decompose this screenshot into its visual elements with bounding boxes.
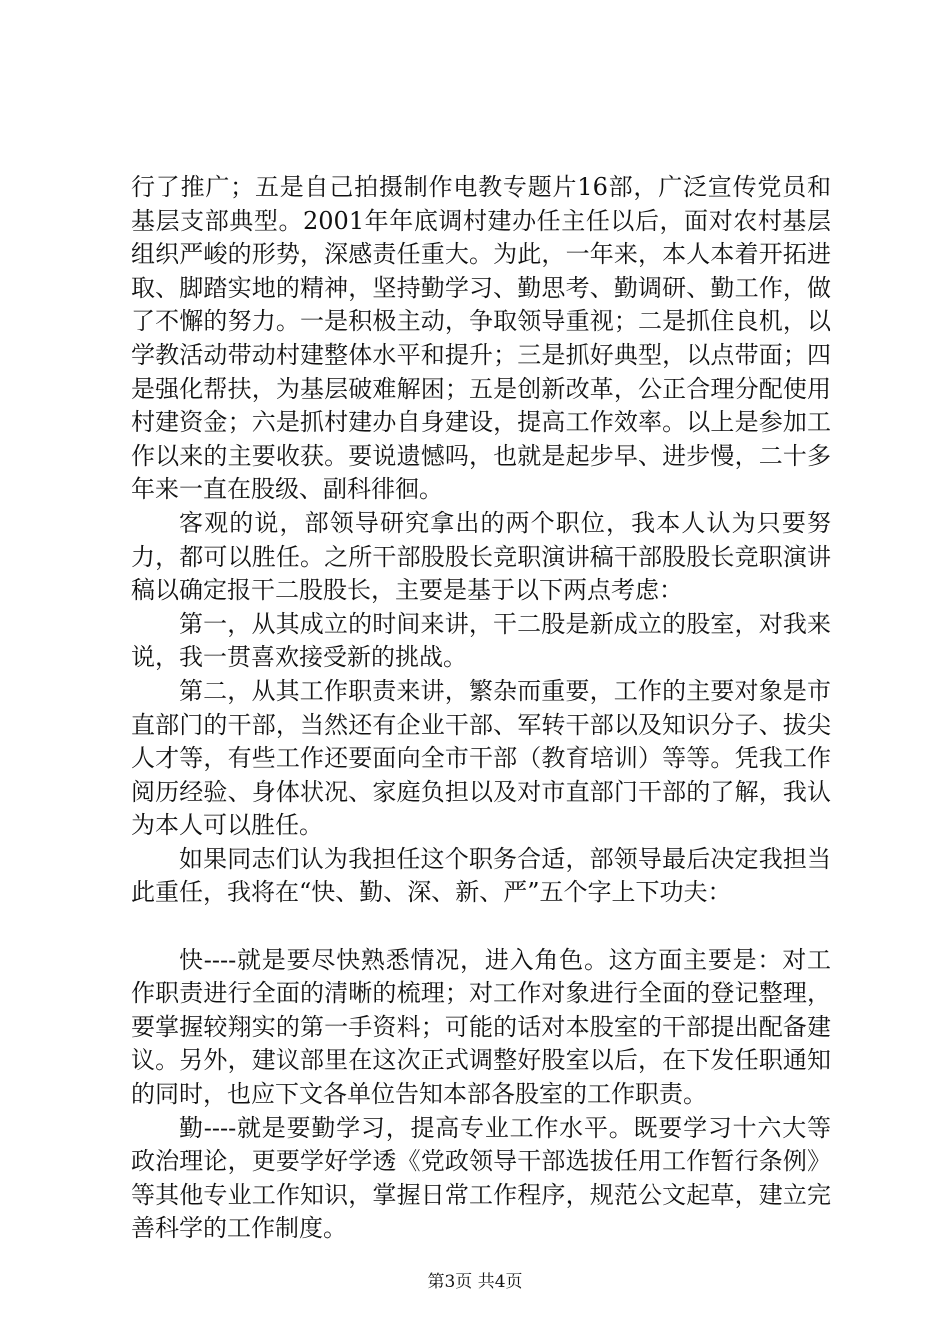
paragraph-qin: 勤----就是要勤学习，提高专业工作水平。既要学习十六大等政治理论，更要学好学透《党政领导干部选拔任用工作暂行条例》等其他专业工作知识，掌握日常工作程序，规范公文起草，建立完善科学的工作制度。 [131,1113,831,1243]
document-body [131,171,831,1246]
page-number-footer: 第3页 共4页 [427,1272,523,1292]
paragraph-continuation: 行了推广；五是自己拍摄制作电教专题片16部，广泛宣传党员和基层支部典型。2001年年底调村建办任主任以后，面对农村基层组织严峻的形势，深感责任重大。为此，一年来，本人本着开拓进取、脚踏实地的精神，坚持勤学习、勤思考、勤调研、勤工作，做了不懈的努力。一是积极主动，争取领导重视；二是抓住良机，以学教活动带动村建整体水平和提升；三是抓好典型，以点带面；四是强化帮扶，为基层破难解困；五是创新改革，公正合理分配使用村建资金；六是抓村建办自身建设，提高工作效率。以上是参加工作以来的主要收获。要说遗憾吗，也就是起步早、进步慢，二十多年来一直在股级、副科徘徊。 [131,173,831,504]
paragraph-kuai: 快----就是要尽快熟悉情况，进入角色。这方面主要是：对工作职责进行全面的清晰的梳理；对工作对象进行全面的登记整理，要掌握较翔实的第一手资料；可能的话对本股室的干部提出配备建议。另外，建议部里在这次正式调整好股室以后，在下发任职通知的同时，也应下文各单位告知本部各股室的工作职责。 [131,945,831,1109]
paragraph-reason-one: 第一，从其成立的时间来讲，干二股是新成立的股室，对我来说，我一贯喜欢接受新的挑战。 [131,609,831,672]
paragraph-spacer [131,910,831,944]
paragraph-reason-two: 第二，从其工作职责来讲，繁杂而重要，工作的主要对象是市直部门的干部，当然还有企业干部、军转干部以及知识分子、拔尖人才等，有些工作还要面向全市干部（教育培训）等等。凭我工作阅历经验、身体状况、家庭负担以及对市直部门干部的了解，我认为本人可以胜任。 [131,676,831,840]
paragraph-commitment: 如果同志们认为我担任这个职务合适，部领导最后决定我担当此重任，我将在“快、勤、深、新、严”五个字上下功夫： [131,844,831,907]
paragraph-position-choice: 客观的说，部领导研究拿出的两个职位，我本人认为只要努力，都可以胜任。之所干部股股长竞职演讲稿干部股股长竞职演讲稿以确定报干二股股长，主要是基于以下两点考虑： [131,508,831,605]
